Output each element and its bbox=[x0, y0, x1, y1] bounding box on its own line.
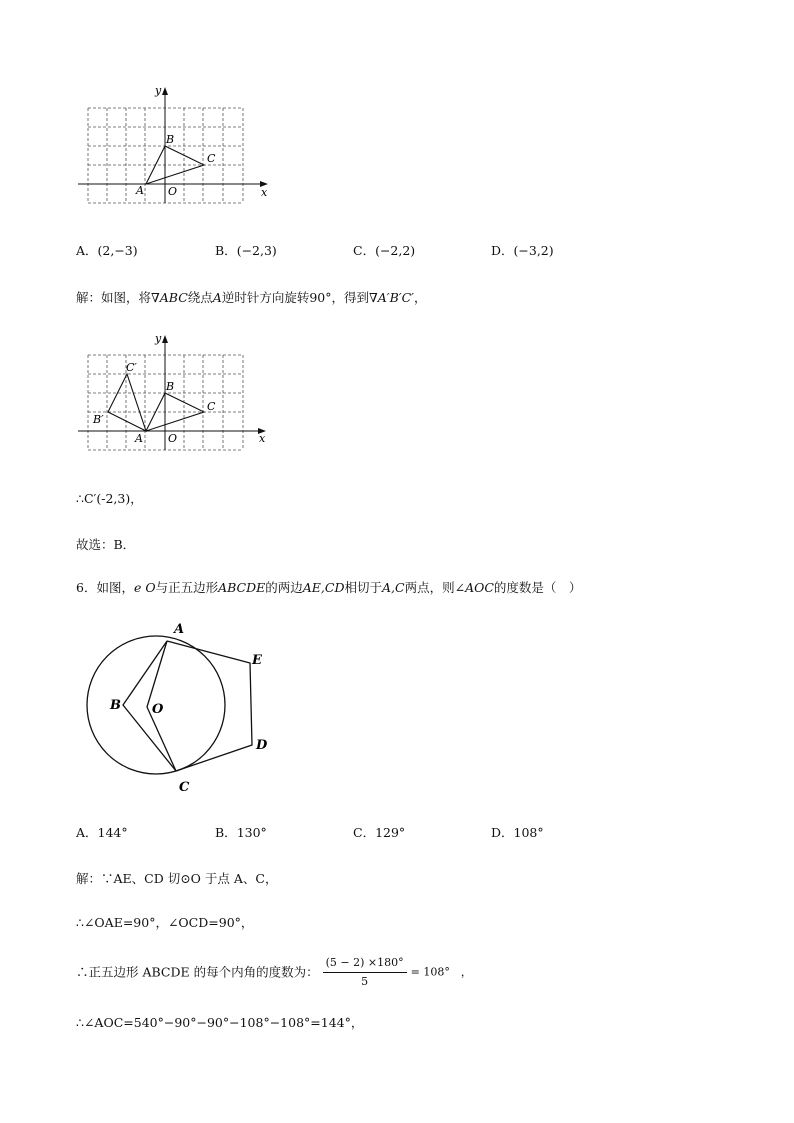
point-label-b: B bbox=[166, 380, 175, 393]
point-label-b-prime: B′ bbox=[93, 413, 104, 426]
q6-question-stem: 6．如图，e O与正五边形ABCDE的两边AE,CD相切于A,C两点，则∠AOC的度数是（ ） bbox=[76, 580, 582, 595]
q6-solution-line-1: 解：∵AE、CD 切⊙O 于点 A、C， bbox=[76, 871, 278, 886]
label-c: C bbox=[179, 780, 190, 795]
q6-solution-line-4: ∴∠AOC=540°−90°−90°−108°−108°=144°， bbox=[76, 1015, 364, 1030]
y-axis-label: y bbox=[155, 84, 162, 97]
q6-option-c[interactable]: C．129° bbox=[353, 825, 406, 840]
q5-solution-line-1: 解：如图，将∇ABC绕点A逆时针方向旋转90°，得到∇A′B′C′， bbox=[76, 290, 427, 305]
fraction-interior-angle: $\frac{(5 - 2) \times 180^\circ}{5}$ bbox=[323, 955, 407, 990]
x-axis-label: x bbox=[259, 432, 266, 445]
q5-option-d[interactable]: D．(−3,2) bbox=[491, 243, 554, 258]
label-a: A bbox=[174, 622, 185, 637]
q6-solution-line-3: ∴正五边形 ABCDE 的每个内角的度数为： $\frac{(5 - 2) \times 180^\circ}{5}$ = 108° ， bbox=[76, 956, 472, 988]
y-axis-label: y bbox=[155, 332, 162, 345]
q5-solution-line-2: ∴C′(-2,3)， bbox=[76, 491, 143, 506]
label-b: B bbox=[110, 698, 121, 713]
triangle-a-b-c-prime bbox=[108, 374, 146, 431]
point-label-b: B bbox=[166, 133, 175, 146]
point-label-c-prime: C′ bbox=[126, 361, 137, 374]
x-axis-label: x bbox=[261, 186, 268, 199]
point-label-o: O bbox=[168, 432, 178, 445]
q6-option-a[interactable]: A．144° bbox=[76, 825, 128, 840]
y-axis-arrow bbox=[162, 335, 168, 343]
q6-solution-line-2: ∴∠OAE=90°，∠OCD=90°， bbox=[76, 915, 254, 930]
q5-option-b[interactable]: B．(−2,3) bbox=[215, 243, 277, 258]
q5-option-c[interactable]: C．(−2,2) bbox=[353, 243, 416, 258]
point-label-c: C bbox=[207, 152, 216, 165]
q5-option-a[interactable]: A．(2,−3) bbox=[76, 243, 138, 258]
figure-3-circle-pentagon bbox=[76, 615, 296, 800]
point-label-a: A bbox=[136, 184, 144, 197]
q6-option-d[interactable]: D．108° bbox=[491, 825, 544, 840]
label-e: E bbox=[252, 653, 262, 668]
q6-option-b[interactable]: B．130° bbox=[215, 825, 267, 840]
point-label-c: C bbox=[207, 400, 216, 413]
label-o: O bbox=[152, 702, 164, 717]
q5-solution-line-3: 故选：B． bbox=[76, 537, 136, 552]
figure-2-rotation-grid bbox=[76, 330, 276, 454]
point-label-o: O bbox=[168, 185, 178, 198]
y-axis-arrow bbox=[162, 87, 168, 95]
sides-ab-bc bbox=[123, 641, 176, 771]
label-d: D bbox=[256, 738, 268, 753]
figure-1-coordinate-grid bbox=[76, 82, 276, 206]
point-label-a: A bbox=[135, 432, 143, 445]
